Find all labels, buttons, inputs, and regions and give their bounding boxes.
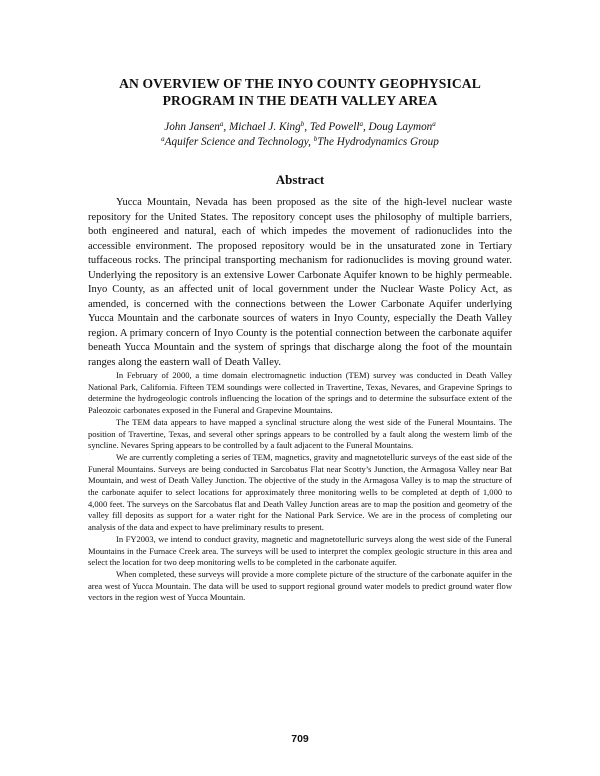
affiliation-name: Aquifer Science and Technology, xyxy=(164,136,314,148)
author-name: John Jansen xyxy=(164,121,220,133)
abstract-heading: Abstract xyxy=(275,172,325,187)
affiliation-name: The Hydrodynamics Group xyxy=(317,136,439,148)
title-line-1: AN OVERVIEW OF THE INYO COUNTY GEOPHYSICAL xyxy=(119,76,481,91)
page-number: 709 xyxy=(291,733,309,745)
abstract-paragraph: In FY2003, we intend to conduct gravity, magnetic and magnetotelluric surveys along the west side of the Funeral Mountains in the Furnace Creek area. The surveys will be used to interpret the complex geologic structure in this area and select the location for two deep monitoring wells to be completed in the carbonate aquifer. xyxy=(88,533,512,568)
author-name: Michael J. King xyxy=(228,121,301,133)
affiliation-marker: b xyxy=(313,135,318,143)
author-affiliation-marker: a xyxy=(219,120,224,128)
abstract-paragraph: We are currently completing a series of TEM, magnetics, gravity and magnetotelluric surveys of the east side of the Funeral Mountains. Surveys are being conducted in Sarcobatus Flat near Scotty’s Junction, the Armagosa Valley near Bat Mountain, and west of Death Valley Junction. The objective of the study in the Armagosa Valley is to map the structure of the carbonate aquifer to select locations for approximately three monitoring wells to be completed at depth of 1,000 to 4,000 feet. The surveys on the Sarcobatus flat and Death Valley Junction areas are to map the position and geometry of the valley fill deposits as support for a water right for the National Park Service. We are in the process of completing our analysis of the data and expect to have preliminary results to present. xyxy=(88,451,512,533)
paper-title xyxy=(60,75,540,109)
abstract-paragraph: Yucca Mountain, Nevada has been proposed as the site of the high-level nuclear waste repository for the United States. The repository concept uses the philosophy of multiple barriers, both engineered and natural, each of which impedes the movement of radionuclides into the accessible environment. The proposed repository would be in the unsaturated zone in Tertiary tuffaceous rocks. The principal transporting mechanism for radionuclides is moving ground water. Underlying the repository is an extensive Lower Carbonate Aquifer known to be highly permeable. Inyo County, as an affected unit of local government under the Nuclear Waste Policy Act, as amended, is concerned with the connections between the Lower Carbonate Aquifer underlying Yucca Mountain and the carbonate sources of waters in Inyo County, especially the Death Valley region. A primary concern of Inyo County is the potential connection between the carbonate aquifer beneath Yucca Mountain and the system of springs that discharge along the foot of the mountain ranges along the eastern wall of Death Valley. xyxy=(88,197,512,368)
abstract-paragraph: When completed, these surveys will provide a more complete picture of the structure of the carbonate aquifer in the area west of Yucca Mountain. The data will be used to support regional ground water models to predict ground water flow vectors in the region west of Yucca Mountain. xyxy=(88,568,512,603)
author-list: John Jansen$^a$, Michael J. King$^b$, Ted Powell$^a$, Doug Laymon$^a$ xyxy=(164,120,436,133)
author-name: Doug Laymon xyxy=(368,121,433,133)
author-name: Ted Powell xyxy=(309,121,360,133)
author-affiliation-marker: a xyxy=(359,120,363,128)
title-line-2: PROGRAM IN THE DEATH VALLEY AREA xyxy=(162,93,438,108)
author-affiliation-marker: a xyxy=(432,120,436,128)
abstract-body xyxy=(88,196,512,604)
author-affiliation-marker: b xyxy=(300,120,305,128)
abstract-paragraph: The TEM data appears to have mapped a synclinal structure along the west side of the Funeral Mountains. The position of Travertine, Texas, and several other springs appears to be controlled by a fault along the western limb of the syncline. Nevares Spring appears to be controlled by a fault adjacent to the Funeral Mountains. xyxy=(88,416,512,451)
author-block xyxy=(60,120,540,150)
abstract-paragraph: In February of 2000, a time domain electromagnetic induction (TEM) survey was conducted in Death Valley National Park, California. Fifteen TEM soundings were collected in Travertine, Texas, Nevares, and Grapevine Springs to determine the hydrogeologic controls influencing the location of the springs and to determine the subsurface extent of the Paleozoic carbonates exposed in the Funeral and Grapevine Mountains. xyxy=(88,370,512,416)
affiliation-list xyxy=(60,135,540,150)
affiliation-marker: a xyxy=(161,135,165,143)
